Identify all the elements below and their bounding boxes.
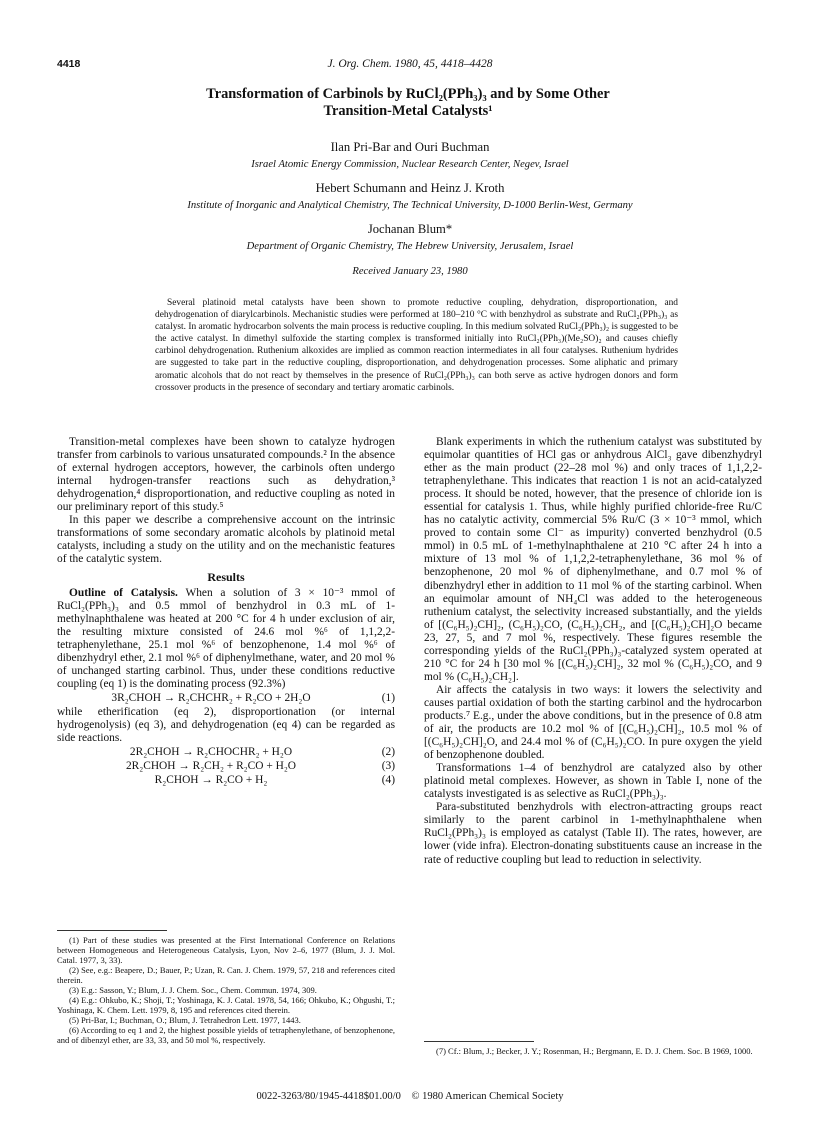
equation-text: 2R₂CHOH → R₂CHOCHR₂ + H₂O [129, 746, 293, 759]
author-affiliation: Israel Atomic Energy Commission, Nuclear Research Center, Negev, Israel [251, 159, 569, 170]
copyright-notice: © 1980 American Chemical Society [411, 1091, 564, 1102]
article-code: 0022-3263/80/1945-4418$01.00/0 [256, 1091, 401, 1102]
paragraph: while etherification (eq 2), disproportionation (or internal hydrogenolysis) (eq 3), and dehydrogenation (eq 4) can be regarded as side reactions. [57, 705, 395, 745]
equation-number: (4) [381, 774, 395, 787]
left-column [57, 436, 395, 788]
author-group-3 [57, 222, 763, 252]
author-group-1 [57, 140, 763, 170]
page-footer [57, 1091, 763, 1102]
paragraph: Blank experiments in which the ruthenium catalyst was substituted by equimolar quantities of HCl gas or anhydrous AlCl₃ gave dibenzhydryl ether as the main product (22–28 mol %) and only traces of 1,1,2,2-tetraphenylethane. This indicates that reaction 1 is not an acid-catalyzed process. It should be noted, however, that the presence of chloride ion is essential for catalysis 1. Thus, while highly purified chloride-free Ru/C has no catalytic activity, commercial 5% Ru/C (3 × 10⁻³ mmol, which proved to contain some Cl⁻ as impurity) converted benzhydrol (0.5 mmol) in 0.5 mL of 1-methylnaphthalene at 210 °C after 24 h into a mixture of 13 mol % of 1,1,2,2-tetraphenylethane, 36 mol % of benzophenone, 20 mol % of diphenylmethane, and 0.7 mol % of dibenzhydryl ether in addition to 11 mol % of the starting carbinol. When an equimolar amount of NH₄Cl was added to the heterogeneous ruthenium catalyst, the selectivity increased substantially, and the yields of [(C₆H₅)₂CH]₂, (C₆H₅)₂CO, (C₆H₅)₂CH₂, and [(C₆H₅)₂CH]₂O became 23, 27, 5, and 7 mol %, respectively. These figures resemble the corresponding yields of the RuCl₂(PPh₃)₃-catalyzed system operated at 210 °C for 24 h [30 mol % [(C₆H₅)₂CH]₂, 32 mol % (C₆H₅)₂CO, and 9 mol % (C₆H₅)₂CH₂]. [424, 436, 762, 683]
article-title [90, 86, 726, 120]
right-footnotes [424, 1041, 762, 1056]
equation-2 [57, 746, 395, 759]
abstract: Several platinoid metal catalysts have been shown to promote reductive coupling, dehydration, disproportionation, and dehydrogenation of diarylcarbinols. Mechanistic studies were performed at 180–210 °C with benzhydrol as substrate and RuCl₂(PPh₃)₃ as catalyst. In aromatic hydrocarbon solvents the main process is reductive coupling. In this medium solvated RuCl₂(PPh₃)₂ is suggested to be the active catalyst. In dimethyl sulfoxide the starting complex is transformed initially into RuCl₂(PPh₃)(Me₂SO)₂ and causes chiefly carbinol dehydrogenation. Ruthenium alkoxides are implied as common reaction intermediates in all four catalyses. Ruthenium hydrides are suggested to take part in the reductive coupling, disproportionation, and dehydrogenation processes. Some aliphatic and primary aromatic alcohols that do not react by themselves in the presence of RuCl₂(PPh₃)₃ can both serve as active hydrogen donors and form crossover products in the presence of secondary and tertiary aromatic carbinols. [155, 298, 678, 393]
author-affiliation: Department of Organic Chemistry, The Hebrew University, Jerusalem, Israel [246, 241, 574, 252]
paragraph: Transition-metal complexes have been shown to catalyze hydrogen transfer from carbinols to various unsaturated compounds.² In the absence of external hydrogen acceptors, however, the carbinols often undergo internal hydrogen-transfer reactions such as dehydration,³ dehydrogenation,⁴ disproportionation, and reductive coupling as noted in our preliminary report of this study.⁵ [57, 436, 395, 514]
footnote: (2) See, e.g.: Beapere, D.; Bauer, P.; Uzan, R. Can. J. Chem. 1979, 57, 218 and references cited therein. [57, 965, 395, 985]
equation-text: 3R₂CHOH → R₂CHCHR₂ + R₂CO + 2H₂O [111, 691, 311, 704]
footnote-rule [57, 930, 167, 931]
equation-4 [57, 774, 395, 787]
section-heading: Results [207, 570, 245, 585]
right-column [424, 436, 762, 867]
equation-1 [57, 692, 395, 705]
equation-number: (3) [381, 760, 395, 773]
paragraph: In this paper we describe a comprehensive account on the intrinsic transformations of some secondary aromatic alcohols by platinoid metal catalysts, including a study on the utility and on the mechanistic features of the catalytic system. [57, 514, 395, 566]
received-date: Received January 23, 1980 [352, 266, 468, 277]
footnote: (5) Pri-Bar, I.; Buchman, O.; Blum, J. Tetrahedron Lett. 1977, 1443. [69, 1015, 301, 1025]
page-number: 4418 [57, 58, 81, 70]
title-line-1: Transformation of Carbinols by RuCl₂(PPh₃)₃ and by Some Other [206, 86, 610, 102]
paragraph: Para-substituted benzhydrols with electron-attracting groups react similarly to the parent carbinol in 1-methylnaphthalene when RuCl₂(PPh₃)₃ is employed as catalyst (Table II). The rates, however, are lower (vide infra). Electron-donating substituents cause an increase in the rate of reductive coupling but lead to reduction in selectivity. [424, 801, 762, 866]
author-affiliation: Institute of Inorganic and Analytical Chemistry, The Technical University, D-1000 Berlin-West, Germany [187, 200, 633, 211]
author-group-2 [57, 181, 763, 211]
footnote-rule [424, 1041, 534, 1042]
paragraph: Transformations 1–4 of benzhydrol are catalyzed also by other platinoid metal complexes. However, as shown in Table I, none of the catalysts investigated is as selective as RuCl₂(PPh₃)₃. [424, 762, 762, 801]
running-header [57, 58, 763, 74]
title-line-2: Transition-Metal Catalysts¹ [323, 103, 493, 119]
equation-text: R₂CHOH → R₂CO + H₂ [154, 774, 268, 787]
left-footnotes [57, 930, 395, 1045]
footnote: (7) Cf.: Blum, J.; Becker, J. Y.; Rosenman, H.; Bergmann, E. D. J. Chem. Soc. B 1969, 1000. [436, 1046, 753, 1056]
footnote: (3) E.g.: Sasson, Y.; Blum, J. J. Chem. Soc., Chem. Commun. 1974, 309. [69, 985, 317, 995]
journal-citation: J. Org. Chem. 1980, 45, 4418–4428 [327, 58, 493, 70]
equation-text: 2R₂CHOH → R₂CH₂ + R₂CO + H₂O [125, 760, 297, 773]
equation-number: (1) [381, 691, 395, 704]
run-in-heading: Outline of Catalysis. [69, 586, 178, 599]
paragraph [57, 587, 395, 691]
footnote: (6) According to eq 1 and 2, the highest possible yields of tetraphenylethane, of benzophenone, and of dibenzyl ether, are 33, 33, and 50 mol %, respectively. [57, 1025, 395, 1045]
footnote: (4) E.g.: Ohkubo, K.; Shoji, T.; Yoshinaga, K. J. Catal. 1978, 54, 166; Ohkubo, K.; Ohgushi, T.; Yoshinaga, K. Chem. Lett. 1979, 8, 195 and references cited therein. [57, 995, 395, 1015]
author-names: Jochanan Blum* [367, 222, 453, 236]
paragraph: Air affects the catalysis in two ways: it lowers the selectivity and causes partial oxidation of both the starting carbinol and the hydrocarbon products.⁷ E.g., under the above conditions, but in the presence of 0.8 atm of air, the products are 10.2 mol % of [(C₆H₅)₂CH]₂, 10.5 mol % of [(C₆H₅)₂CH]₂O, and 24.4 mol % of (C₆H₅)₂CO. In pure oxygen the yield of benzophenone doubled. [424, 683, 762, 762]
author-names: Ilan Pri-Bar and Ouri Buchman [330, 140, 490, 154]
footnote: (1) Part of these studies was presented at the First International Conference on Relations between Homogeneous and Heterogeneous Catalysis, Lyon, Nov 2–6, 1977 (Blum, J. J. Mol. Catal. 1977, 3, 33). [57, 935, 395, 965]
author-names: Hebert Schumann and Heinz J. Kroth [315, 181, 505, 195]
equation-3 [57, 760, 395, 773]
paragraph-text: When a solution of 3 × 10⁻³ mmol of RuCl₂(PPh₃)₃ and 0.5 mmol of benzhydrol in 0.3 mL of 1-methylnaphthalene was heated at 200 °C for 4 h under exclusion of air, the resulting mixture consisted of 24.6 mol %⁶ of 1,1,2,2-tetraphenylethane, 25.1 mol %⁶ of benzophenone, 1.4 mol %⁶ of dibenzhydryl ether, 2.1 mol %⁶ of diphenylmethane, water, and 20 mol % of unchanged starting carbinol. Thus, under these conditions reductive coupling (eq 1) is the dominating process (92.3%) [57, 586, 395, 690]
equation-number: (2) [381, 746, 395, 759]
